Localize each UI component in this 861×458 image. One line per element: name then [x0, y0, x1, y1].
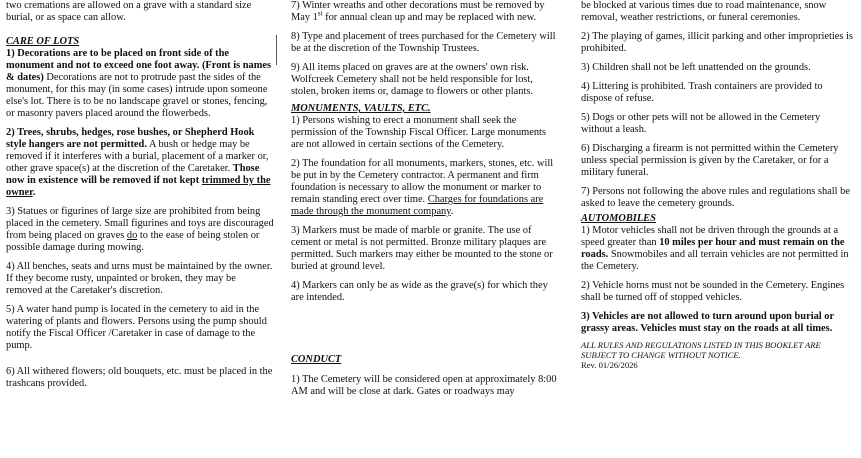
- care-item-6: 6) All withered flowers; old bouquets, etc. must be placed in the trashcans provided.: [6, 366, 273, 389]
- care-item-8: 8) Type and placement of trees purchased for the Cemetery will be at the discretion of the Township Trustees.: [291, 31, 556, 54]
- auto-item-1: [581, 225, 853, 273]
- automobiles-heading: AUTOMOBILES: [581, 213, 656, 224]
- care-item-2-bold: 2) Trees, shrubs, hedges, rose bushes, or Shepherd Hook style hangers are not permitted.: [6, 127, 255, 150]
- monument-item-2: [291, 158, 561, 218]
- monuments-heading: MONUMENTS, VAULTS, ETC.: [291, 103, 431, 114]
- monument-item-4: 4) Markers can only be as wide as the grave(s) for which they are intended.: [291, 280, 548, 303]
- monument-item-3: 3) Markers must be made of marble or granite. The use of cement or metal is not permitted. Bronze military plaques are permitted. Such markers may either be mounted to the stone or buried at ground level.: [291, 225, 553, 272]
- care-item-2-text: A bush or hedge may be removed if it interferes with a burial, placement of a marker or, other grave space(s) at the discretion of the Caretaker.: [6, 139, 269, 174]
- conduct-item-3: 3) Children shall not be left unattended on the grounds.: [581, 62, 811, 73]
- conduct-item-1: 1) The Cemetery will be considered open at approximately 8:00 AM and will be close at dark. Gates or roadways may: [291, 374, 557, 397]
- care-item-7-text-a: 7) Winter wreaths and other decorations must be removed by May 1: [291, 0, 545, 23]
- care-item-1: [6, 48, 274, 120]
- auto-item-1-text-a: 1) Motor vehicles shall not be driven through the grounds at a speed greater than: [581, 225, 839, 248]
- monument-item-1: 1) Persons wishing to erect a monument shall seek the permission of the Township Fiscal Officer. Large monuments are not allowed in certain sections of the Cemetery.: [291, 115, 546, 150]
- care-item-3-text-a: 3) Statues or figurines of large size are prohibited from being placed in the cemetery. Small figurines and toys are discouraged from being placed on graves: [6, 206, 274, 241]
- column-right: [581, 0, 853, 458]
- auto-item-2: 2) Vehicle horns must not be sounded in the Cemetery. Engines shall be turned off of stopped vehicles.: [581, 280, 845, 303]
- care-item-7-superscript: st: [317, 9, 323, 18]
- conduct-item-4: 4) Littering is prohibited. Trash containers are provided to dispose of refuse.: [581, 81, 823, 104]
- care-item-3-underlined: do: [126, 230, 138, 241]
- care-item-2: [6, 127, 274, 199]
- care-item-5: 5) A water hand pump is located in the cemetery to aid in the watering of plants and flowers. Persons using the pump should notify the Fiscal Officer /Caretaker in case of damage to the pump.: [6, 304, 267, 351]
- care-item-1-text: Decorations are not to protrude past the sides of the monument, for this may (in some cases) intrude upon someone else's lot. There is to be no landscape gravel or stones, fencing, or masonry pavers placed around the flowerbeds.: [6, 72, 268, 119]
- column-divider: [276, 35, 277, 65]
- monument-item-2-end: .: [450, 206, 454, 217]
- conduct-item-1-continued: be blocked at various times due to road maintenance, snow removal, weather restrictions, or funeral ceremonies.: [581, 0, 827, 23]
- column-left: [6, 0, 274, 458]
- care-item-2-end: .: [32, 187, 36, 198]
- conduct-item-6: 6) Discharging a firearm is not permitted within the Cemetery unless special permission is given by the Caretaker, or for a military funeral.: [581, 143, 839, 178]
- change-notice: ALL RULES AND REGULATIONS LISTED IN THIS BOOKLET ARE SUBJECT TO CHANGE WITHOUT NOTICE.: [581, 340, 821, 360]
- conduct-item-5: 5) Dogs or other pets will not be allowed in the Cemetery without a leash.: [581, 112, 821, 135]
- care-of-lots-heading: CARE OF LOTS: [6, 36, 80, 47]
- column-middle: [291, 0, 561, 458]
- auto-item-3: 3) Vehicles are not allowed to turn around upon burial or grassy areas. Vehicles must stay on the roads at all times.: [581, 311, 834, 334]
- auto-item-1-bold: 10 miles per hour and must remain on the roads.: [581, 237, 845, 260]
- care-item-2-underlined: trimmed by the owner: [6, 175, 271, 198]
- care-item-7-text-b: for annual clean up and may be replaced with new.: [322, 12, 537, 23]
- monument-item-2-underlined: Charges for foundations are made through the monument company: [291, 194, 544, 217]
- care-item-1-bold: 1) Decorations are to be placed on front side of the monument and not to exceed one foot away. (Front is names & dates): [6, 48, 272, 83]
- care-item-4: 4) All benches, seats and urns must be maintained by the owner. If they become rusty, unpainted or broken, they may be removed at the Caretaker's discretion.: [6, 261, 273, 296]
- conduct-item-7: 7) Persons not following the above rules and regulations shall be asked to leave the cemetery grounds.: [581, 186, 850, 209]
- care-item-9: 9) All items placed on graves are at the owners' own risk. Wolfcreek Cemetery shall not be held responsible for lost, stolen, broken items or, damage to flowers or other plants.: [291, 62, 533, 97]
- care-item-2-bold-2: Those now in existence will be removed if not kept: [6, 163, 260, 186]
- care-item-3-text-b: to the ease of being stolen or possible damage during mowing.: [6, 230, 260, 253]
- auto-item-1-text-b: Snowmobiles and all terrain vehicles are not permitted in the Cemetery.: [581, 249, 849, 272]
- revision-date: Rev. 01/26/2026: [581, 360, 638, 370]
- monument-item-2-text: 2) The foundation for all monuments, markers, stones, etc. will be put in by the Cemetery contractor. A permanent and firm foundation is necessary to allow the monument or marker to remain standing erect over time.: [291, 158, 554, 205]
- care-item-7: [291, 0, 561, 24]
- cremation-paragraph: two cremations are allowed on a grave with a standard size burial, or as space can allow.: [6, 0, 252, 23]
- conduct-heading: CONDUCT: [291, 354, 342, 365]
- care-item-3: [6, 206, 274, 254]
- conduct-item-2: 2) The playing of games, illicit parking and other improprieties is prohibited.: [581, 31, 853, 54]
